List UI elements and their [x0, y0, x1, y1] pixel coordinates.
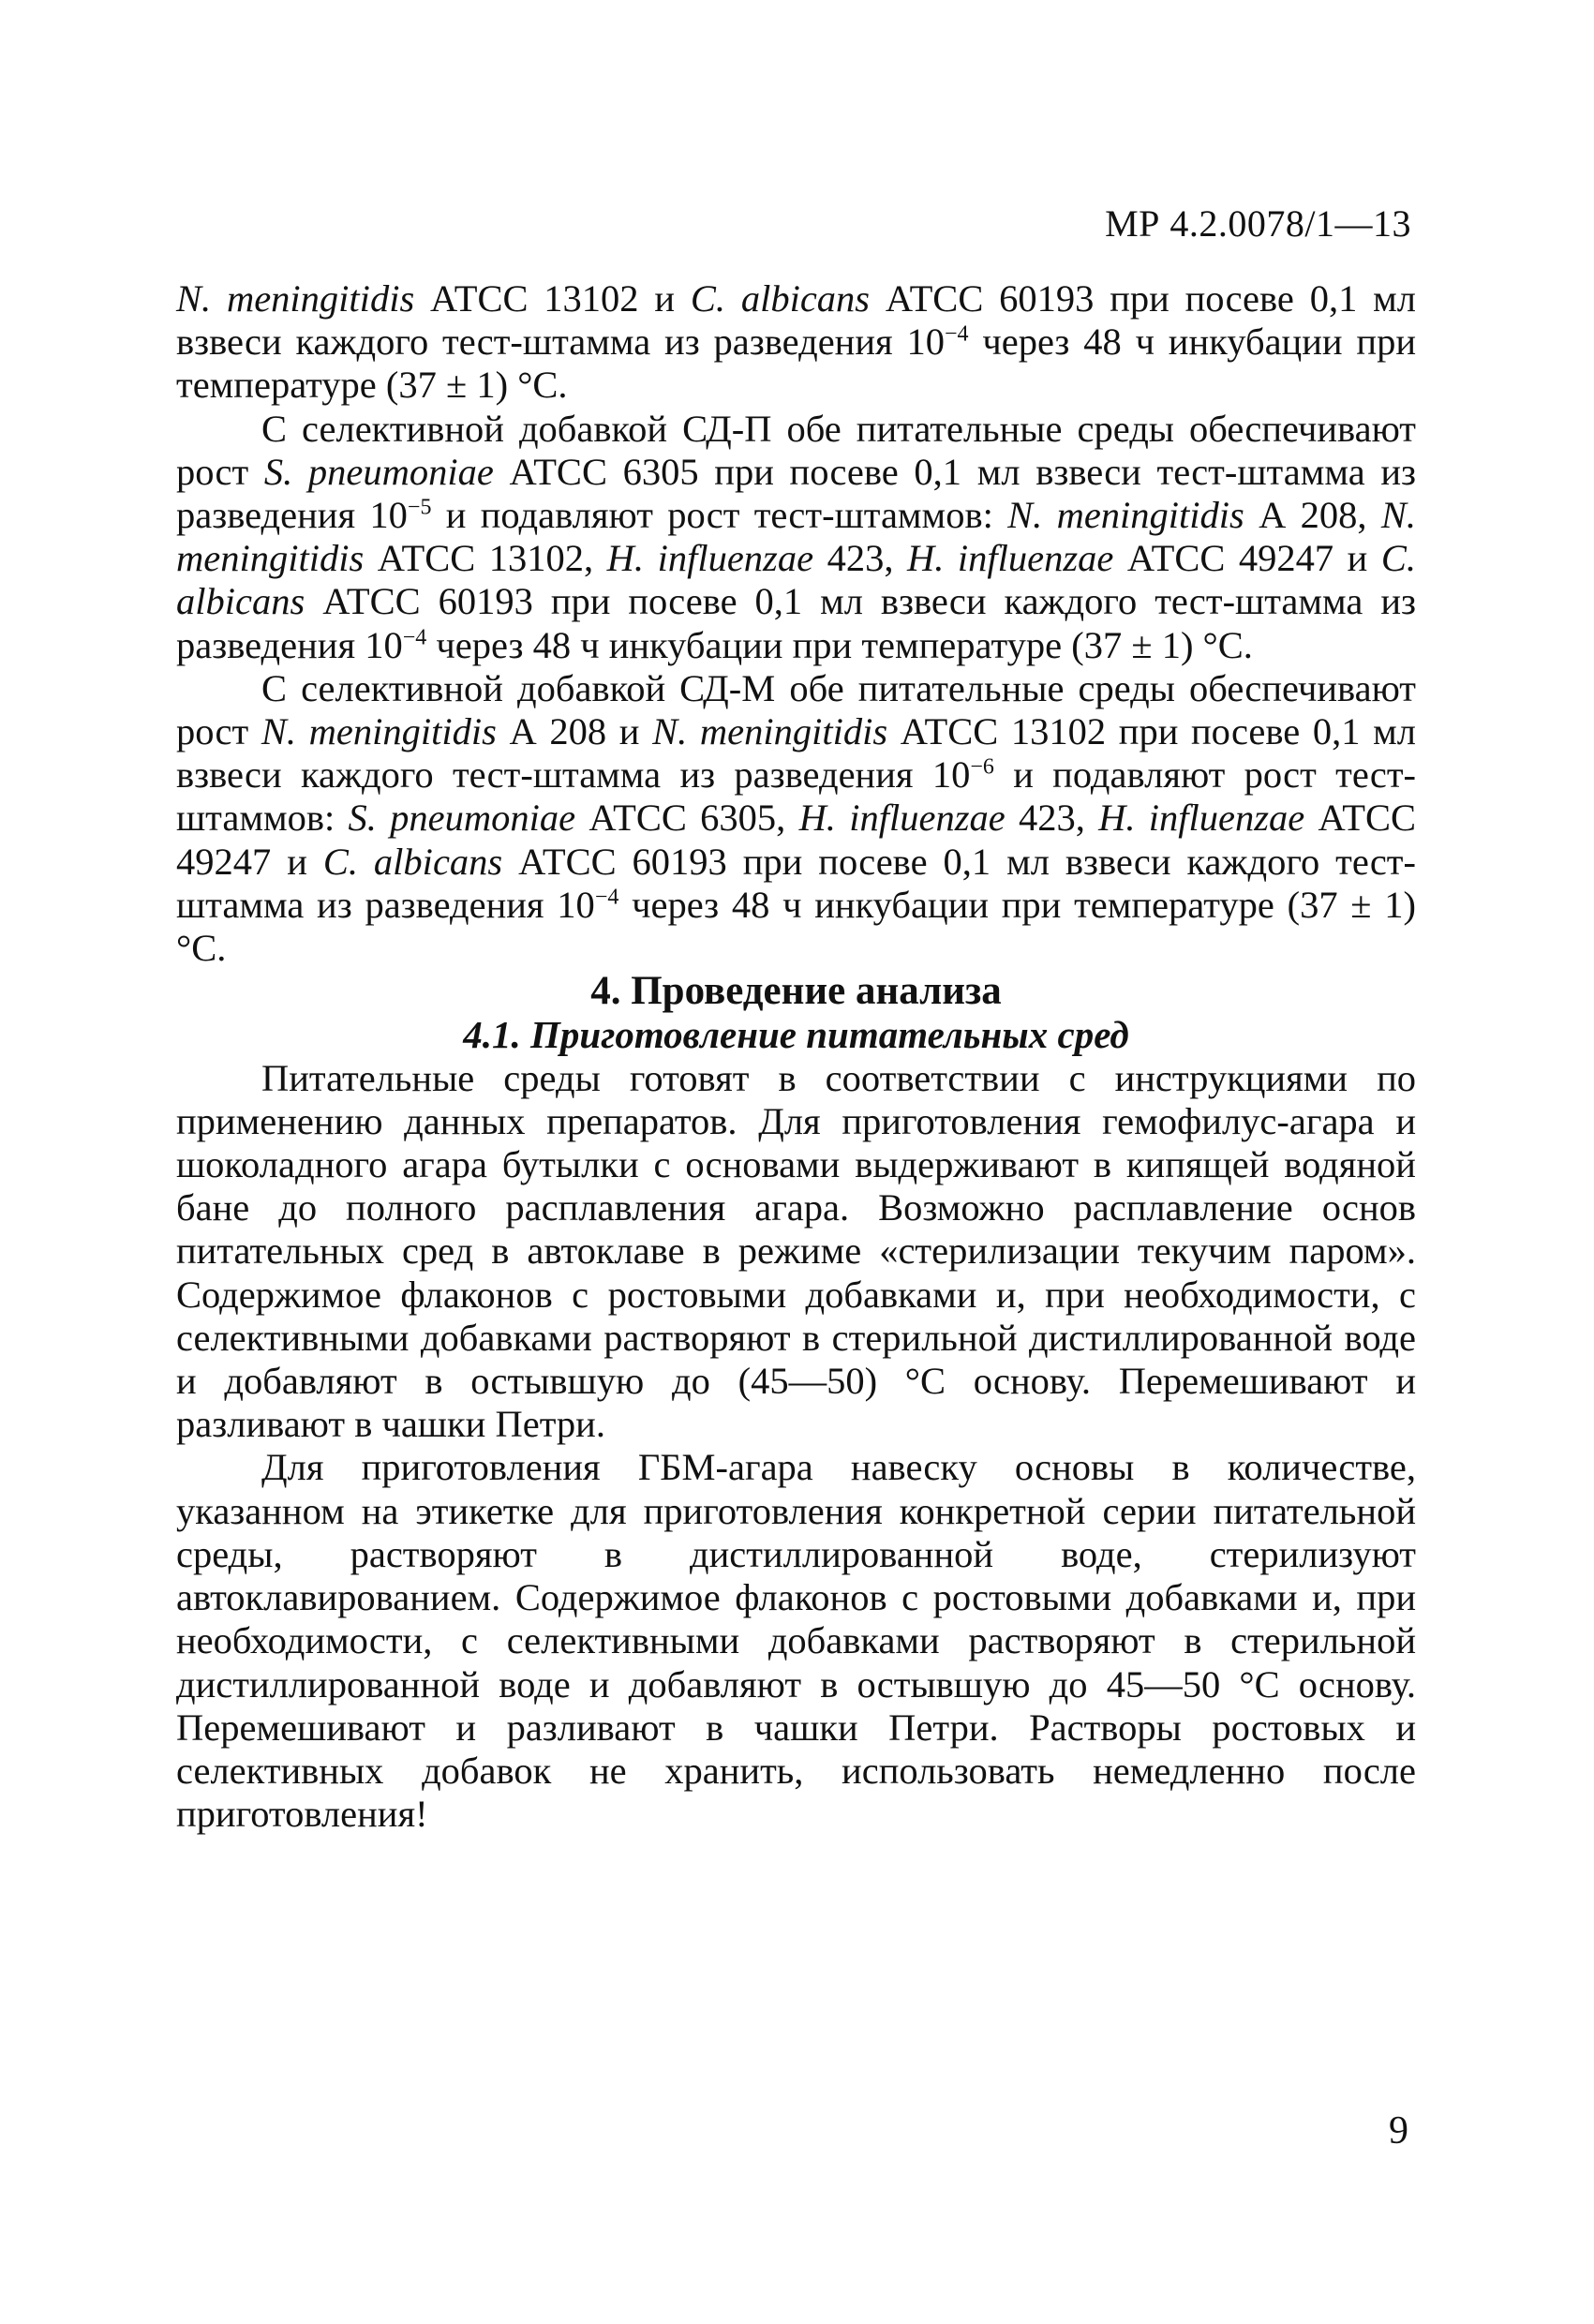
section-title: 4. Проведение анализа	[590, 969, 1002, 1014]
text-run: 423,	[1005, 797, 1099, 840]
species-name: C. albicans	[176, 537, 1416, 623]
text-run: АТСС 6305,	[575, 797, 799, 840]
species-name: N. meningitidis	[176, 494, 1417, 580]
text-run: АТСС 60193 при посеве 0,1 мл взвеси каждого тест-штамма из разведения 10	[176, 580, 1416, 666]
text-run: А 208 и	[496, 710, 653, 753]
text-run: через 48 ч инкубации при температуре (37 ± 1) °С.	[176, 883, 1417, 970]
exponent: −4	[402, 625, 427, 650]
species-name: S. pneumoniae	[263, 450, 494, 493]
paragraph-3	[176, 667, 1416, 970]
text-run: АТСС 49247 и	[176, 797, 1416, 883]
text-run: через 48 ч инкубации при температуре (37 ± 1) °С.	[176, 320, 1416, 407]
exponent: −6	[970, 754, 994, 780]
text-run: через 48 ч инкубации при температуре (37 ± 1) °С.	[426, 623, 1253, 666]
species-name: H. influenzae	[606, 537, 814, 580]
species-name: S. pneumoniae	[348, 797, 576, 840]
species-name: H. influenzae	[906, 537, 1114, 580]
exponent: −5	[407, 495, 432, 520]
exponent: −4	[944, 321, 969, 347]
paragraph-5: Для приготовления ГБМ-агара навеску основы в количестве, указанном на этикетке для приготовления конкретной серии питательной среды, растворяют в дистиллированной воде, стерилизуют автоклавированием. Содержимое флаконов с ростовыми добавками и, при необходимости, с селективными добавками растворяют в стерильной дистиллированной воде и добавляют в остывшую до 45—50 °С основу. Перемешивают и разливают в чашки Петри. Растворы ростовых и селективных добавок не хранить, использовать немедленно после приготовления!	[176, 1446, 1416, 1836]
text-run: С селективной добавкой СД-П обе питательные среды обеспечивают рост	[176, 407, 1416, 493]
paragraph-1	[176, 277, 1416, 408]
text-run: АТСС 49247 и	[1113, 537, 1381, 580]
species-name: N. meningitidis	[652, 710, 888, 753]
text-run: 423,	[813, 537, 907, 580]
species-name: C. albicans	[690, 277, 871, 320]
text-run: АТСС 13102 и	[414, 277, 691, 320]
text-run: АТСС 6305 при посеве 0,1 мл взвеси тест-штамма из разведения 10	[176, 450, 1417, 537]
species-name: H. influenzae	[1098, 797, 1305, 840]
exponent: −4	[594, 885, 619, 910]
subsection-title: 4.1. Приготовление питательных сред	[463, 1013, 1129, 1057]
paragraph-4: Питательные среды готовят в соответствии с инструкциями по применению данных препаратов. Для приготовления гемофилус-агара и шоколадного агара бутылки с основами выдерживают в кипящей водяной бане до полного расплавления агара. Возможно расплавление основ питательных сред в автоклаве в режиме «стерилизации текучим паром». Содержимое флаконов с ростовыми добавками и, при необходимости, с селективными добавками растворяют в стерильной дистиллированной воде и добавляют в остывшую до (45—50) °С основу. Перемешивают и разливают в чашки Петри.	[176, 1056, 1416, 1446]
species-name: C. albicans	[322, 840, 503, 883]
text-run: АТСС 13102 при посеве 0,1 мл взвеси каждого тест-штамма из разведения 10	[176, 710, 1416, 797]
species-name: N. meningitidis	[1007, 494, 1244, 537]
text-run: С селективной добавкой СД-М обе питательные среды обеспечивают рост	[176, 666, 1416, 753]
species-name: N. meningitidis	[261, 710, 497, 753]
species-name: H. influenzae	[798, 797, 1006, 840]
text-run: и подавляют рост тест-штаммов:	[431, 494, 1008, 537]
text-run: АТСС 60193 при посеве 0,1 мл взвеси каждого тест-штамма из разведения 10	[176, 277, 1416, 364]
text-run: АТСС 60193 при посеве 0,1 мл взвеси каждого тест-штамма из разведения 10	[176, 840, 1416, 926]
paragraph-2	[176, 408, 1416, 667]
document-body	[176, 277, 1416, 1836]
page-number: 9	[1389, 2109, 1408, 2153]
text-run: АТСС 13102,	[364, 537, 607, 580]
text-run: А 208,	[1244, 494, 1381, 537]
document-code-header: МР 4.2.0078/1—13	[1105, 202, 1411, 245]
text-run: и подавляют рост тест-штаммов:	[176, 753, 1417, 840]
species-name: N. meningitidis	[176, 277, 415, 320]
